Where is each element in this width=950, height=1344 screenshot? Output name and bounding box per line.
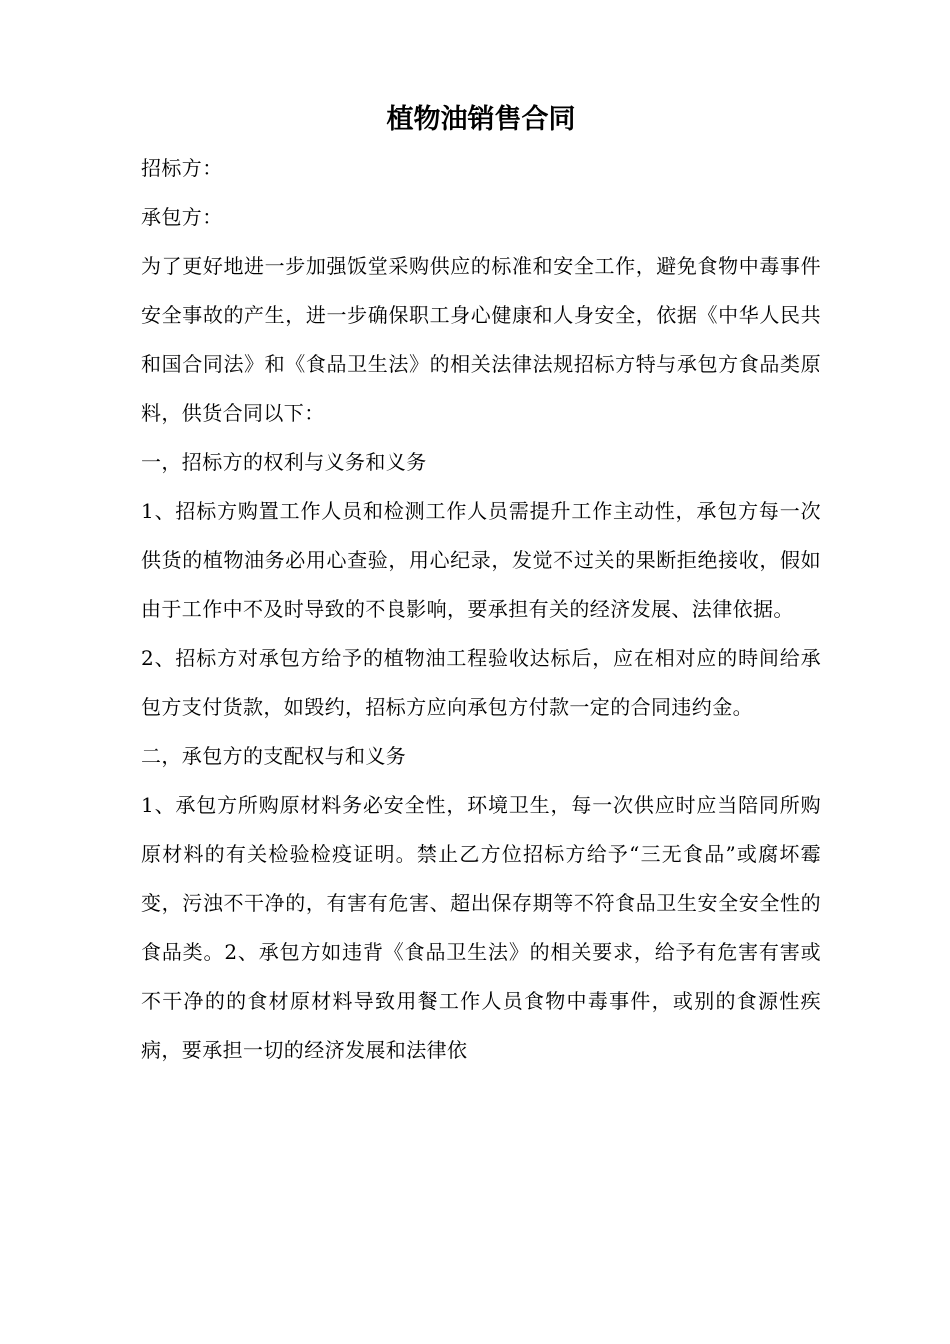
document-title: 植物油销售合同 <box>386 104 576 135</box>
document-body <box>141 144 821 1075</box>
preamble-paragraph: 为了更好地进一步加强饭堂采购供应的标准和安全工作，避免食物中毒事件安全事故的产生，进一步确保职工身心健康和人身安全，依据《中华人民共和国合同法》和《食品卫生法》的相关法律法规招标方特与承包方食品类原料，供货合同以下： <box>141 254 821 425</box>
party-a-line: 招标方： <box>141 156 223 180</box>
clause-1-2: 2、招标方对承包方给予的植物油工程验收达标后，应在相对应的時间给承包方支付货款，如毁约，招标方应向承包方付款一定的合同违约金。 <box>141 646 821 719</box>
clause-1-1: 1、招标方购置工作人员和检测工作人员需提升工作主动性，承包方每一次供货的植物油务必用心查验，用心纪录，发觉不过关的果断拒绝接收，假如由于工作中不及时导致的不良影响，要承担有关的经济发展、法律依据。 <box>141 499 821 621</box>
section-heading-2: 二，承包方的支配权与和义务 <box>141 744 407 768</box>
party-b-line: 承包方： <box>141 205 223 229</box>
clause-2-1: 1、承包方所购原材料务必安全性，环境卫生，每一次供应时应当陪同所购原材料的有关检验检疫证明。禁止乙方位招标方给予“三无食品”或腐坏霉变，污浊不干净的，有害有危害、超出保存期等不符食品卫生安全安全性的食品类。2、承包方如违背《食品卫生法》的相关要求，给予有危害有害或不干净的的食材原材料导致用餐工作人员食物中毒事件，或别的食源性疾病，要承担一切的经济发展和法律依 <box>141 793 821 1062</box>
section-heading-1: 一，招标方的权利与义务和义务 <box>141 450 427 474</box>
